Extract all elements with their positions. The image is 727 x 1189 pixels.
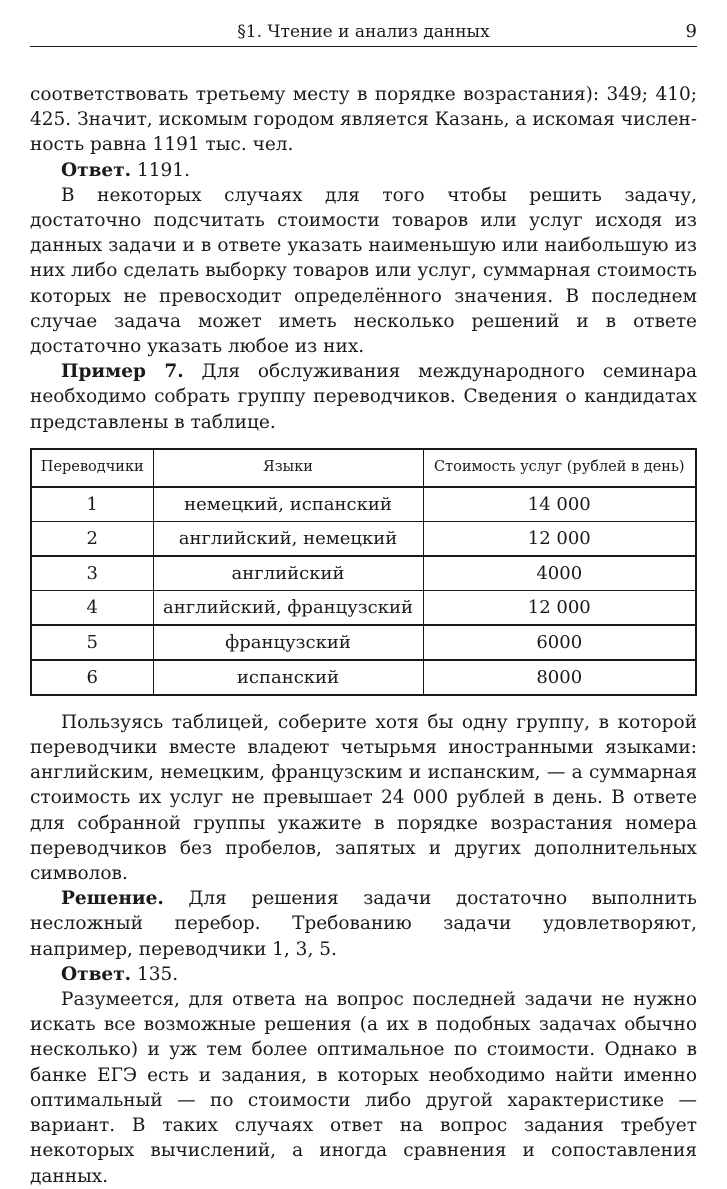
example-7: [30, 359, 697, 435]
cell-languages: английский, французский: [153, 590, 423, 625]
solution-text: Для решения задачи достаточно выполнить несложный перебор. Требованию задачи удовлетворяют, например, переводчики 1, 3, 5.: [30, 888, 697, 960]
cell-number: 3: [31, 556, 153, 591]
table-row: [31, 556, 696, 591]
cell-cost: 14 000: [423, 487, 696, 522]
cell-languages: французский: [153, 625, 423, 660]
table-row: [31, 590, 696, 625]
translators-table: [30, 448, 697, 696]
table-row: [31, 660, 696, 695]
cell-languages: немецкий, испанский: [153, 487, 423, 522]
answer-1-label: Ответ.: [61, 159, 132, 181]
cell-cost: 8000: [423, 660, 696, 695]
section-title: §1. Чтение и анализ данных: [237, 22, 490, 42]
cell-languages: английский: [153, 556, 423, 591]
cell-cost: 12 000: [423, 590, 696, 625]
solution: [30, 886, 697, 962]
cell-number: 1: [31, 487, 153, 522]
cell-languages: испанский: [153, 660, 423, 695]
cell-cost: 12 000: [423, 521, 696, 556]
header-translators: Переводчики: [31, 449, 153, 487]
cell-number: 4: [31, 590, 153, 625]
solution-label: Решение.: [61, 888, 164, 910]
paragraph-continued: соответствовать третьему месту в порядке возрастания): 349; 410; 425. Значит, искомым городом является Казань, а искомая численность равна 1191 тыс. чел.: [30, 84, 697, 156]
header-languages: Языки: [153, 449, 423, 487]
cell-number: 2: [31, 521, 153, 556]
cell-number: 6: [31, 660, 153, 695]
page-body: [30, 82, 697, 1189]
page-number: 9: [685, 21, 697, 42]
answer-2: [30, 962, 697, 987]
paragraph-conclusion: Разумеется, для ответа на вопрос последней задачи не нужно искать все возможные решения (а их в подобных задачах обычно несколько) и уж тем более оптимальное по стоимости. Однако в банке ЕГЭ есть и задания, в которых необходимо найти именно оптимальный — по стоимости либо другой характеристике — вариант. В таких случаях ответ на вопрос задания требует некоторых вычислений, а иногда сравнения и сопоставления данных.: [30, 989, 697, 1187]
table-header-row: [31, 449, 696, 487]
table-row: [31, 521, 696, 556]
example-label: Пример 7.: [61, 361, 184, 383]
answer-1: [30, 158, 697, 183]
cell-languages: английский, немецкий: [153, 521, 423, 556]
table-row: [31, 625, 696, 660]
example-text: Для обслуживания международного семинара необходимо собрать группу переводчиков. Сведения о кандидатах представлены в таблице.: [30, 361, 697, 433]
paragraph-method: В некоторых случаях для того чтобы решить задачу, достаточно подсчитать стоимости товаров или услуг исходя из данных задачи и в ответе указать наименьшую или наибольшую из них либо сделать выборку товаров или услуг, суммарная стоимость которых не превосходит определённого значения. В последнем случае задача может иметь несколько решений и в ответе достаточно указать любое из них.: [30, 184, 697, 358]
table-row: [31, 487, 696, 522]
answer-2-label: Ответ.: [61, 963, 132, 985]
answer-1-value: 1191.: [131, 159, 190, 181]
cell-cost: 4000: [423, 556, 696, 591]
answer-2-value: 135.: [131, 963, 179, 985]
header-cost: Стоимость услуг (рублей в день): [423, 449, 696, 487]
task-statement: Пользуясь таблицей, соберите хотя бы одну группу, в которой переводчики вместе владеют четырьмя иностранными языками: английским, немецким, французским и испанским, — а суммарная стоимость их услуг не превышает 24 000 рублей в день. В ответе для собранной группы укажите в порядке возрастания номера переводчиков без пробелов, запятых и других дополнительных символов.: [30, 711, 697, 885]
cell-number: 5: [31, 625, 153, 660]
page-header: [30, 18, 697, 47]
cell-cost: 6000: [423, 625, 696, 660]
